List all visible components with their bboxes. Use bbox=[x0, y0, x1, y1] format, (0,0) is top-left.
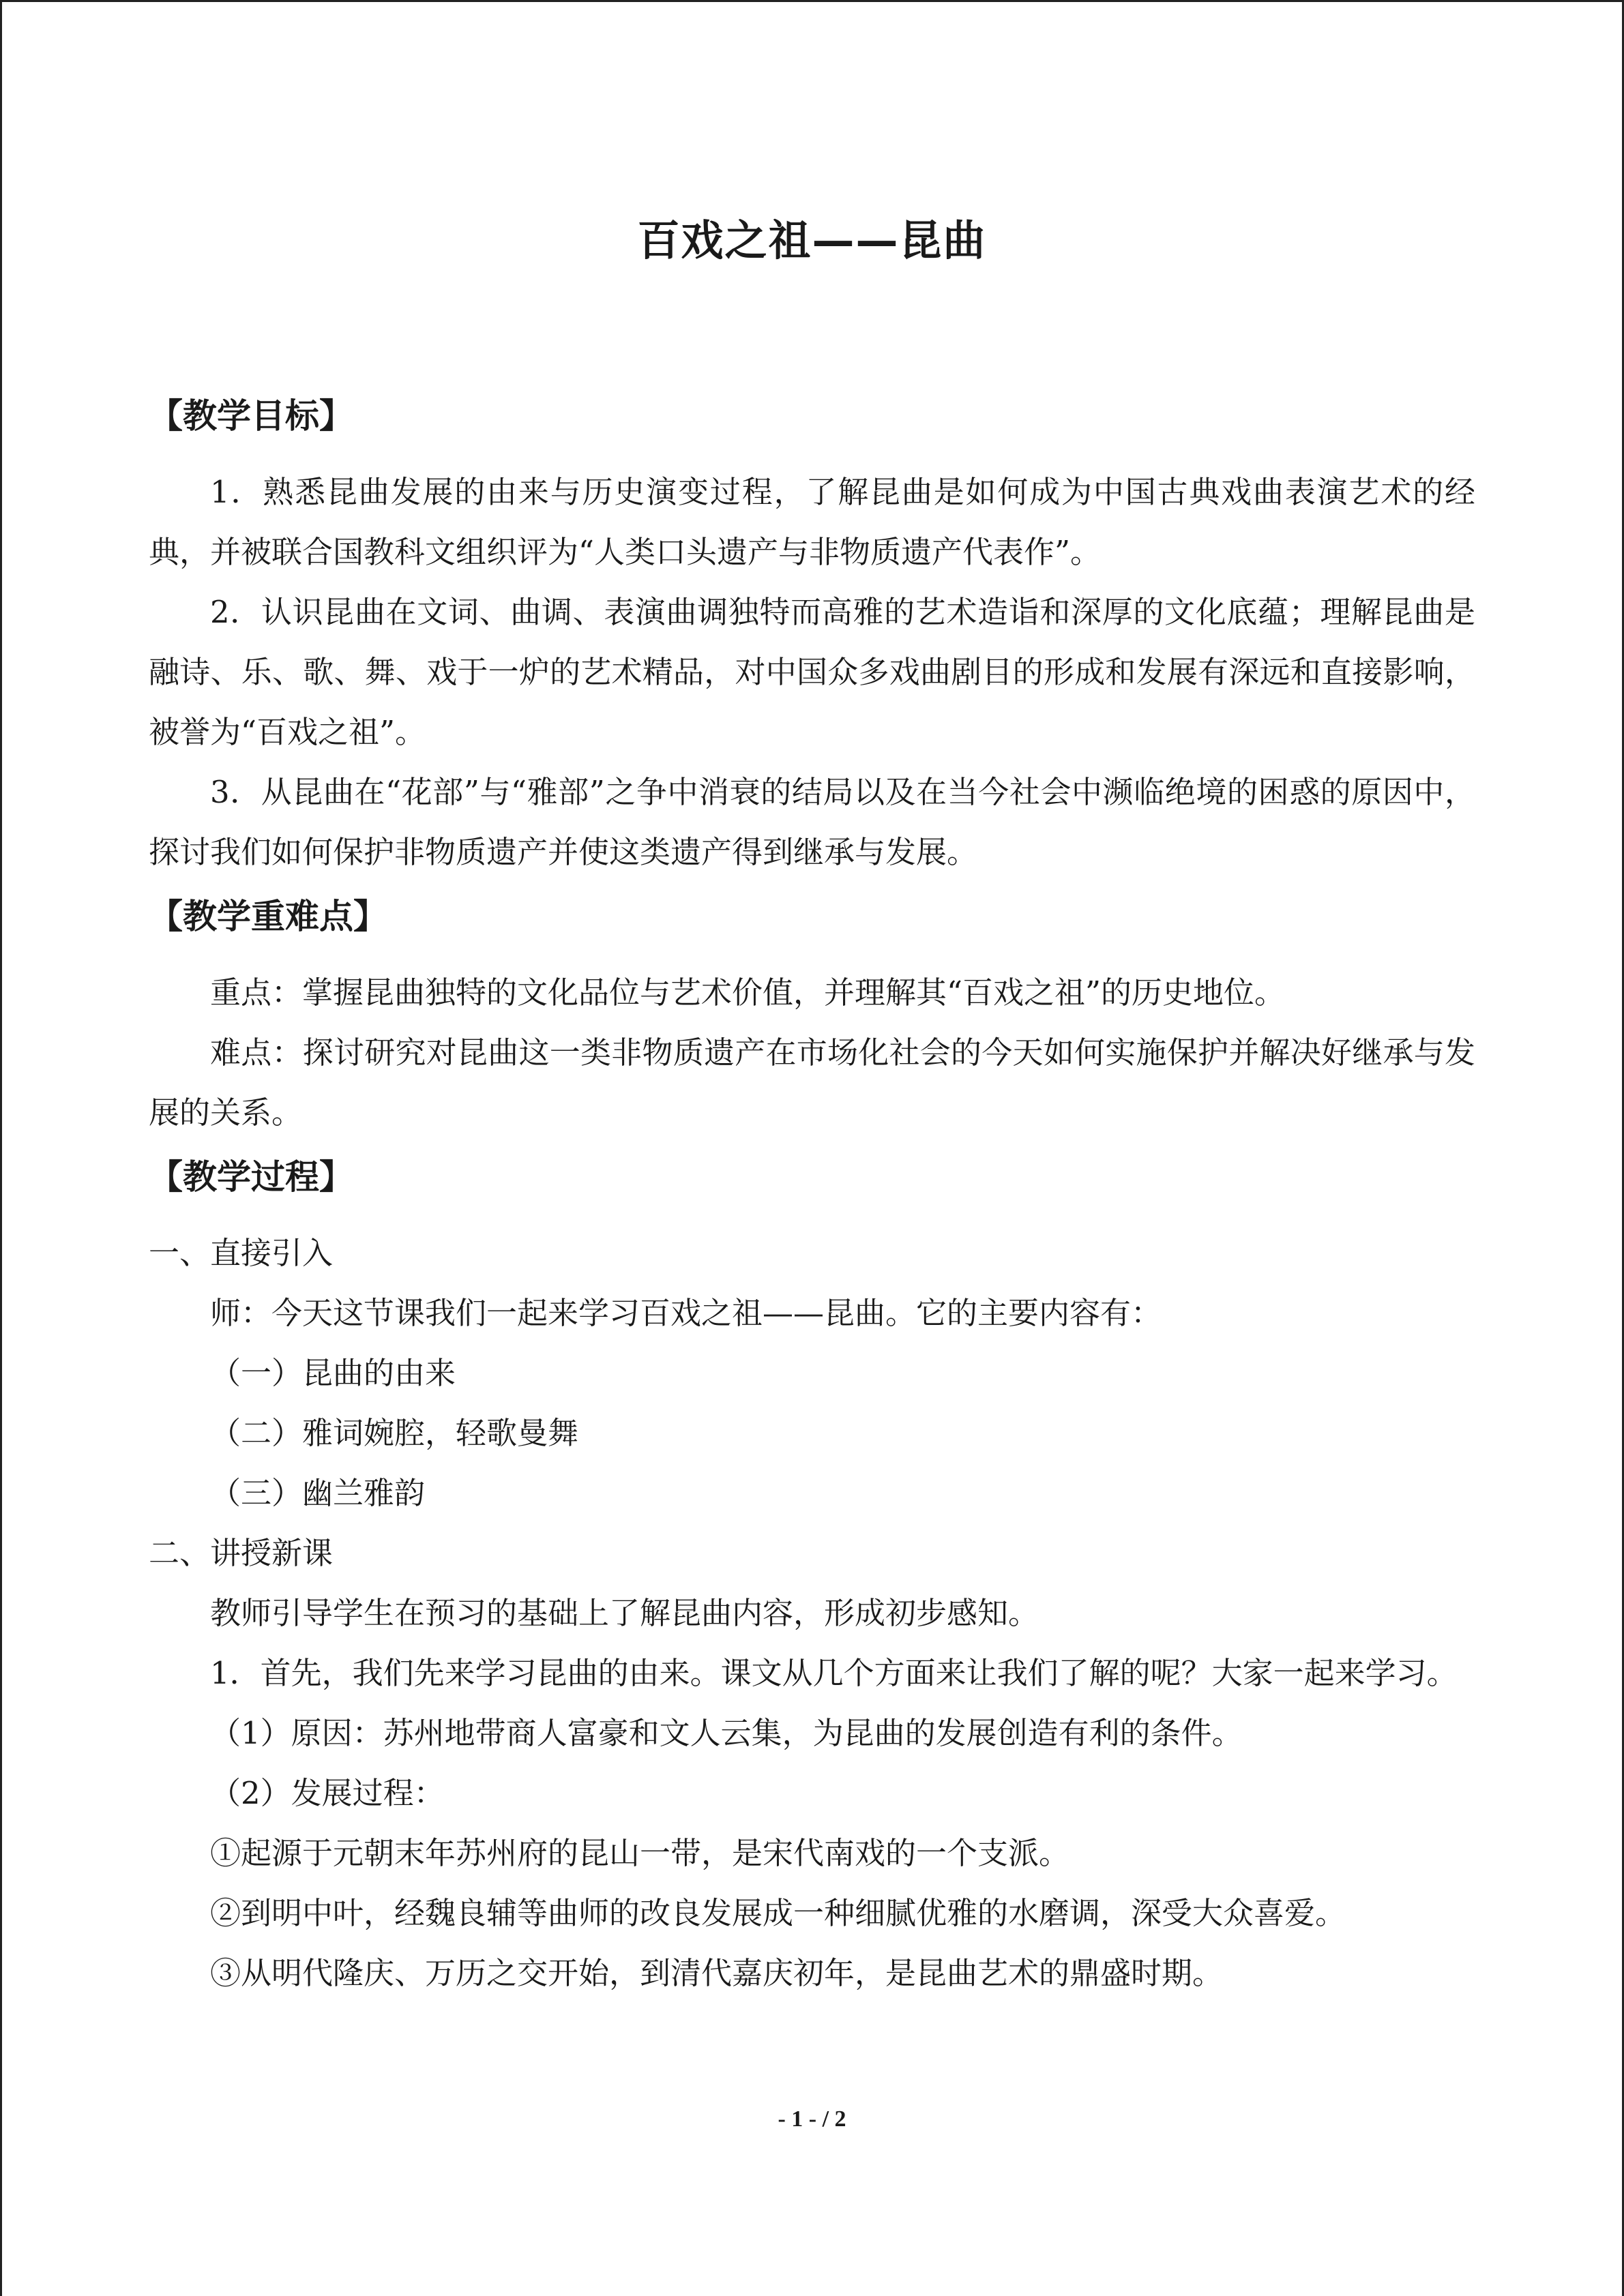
key-point-paragraph: 重点：掌握昆曲独特的文化品位与艺术价值，并理解其“百戏之祖”的历史地位。 bbox=[210, 974, 1286, 1011]
process-intro: 师：今天这节课我们一起来学习百戏之祖——昆曲。它的主要内容有： bbox=[210, 1295, 1162, 1331]
process-development-3: ③从明代隆庆、万历之交开始，到清代嘉庆初年，是昆曲艺术的鼎盛时期。 bbox=[210, 1955, 1224, 1991]
objective-paragraph-2: 2．认识昆曲在文词、曲调、表演曲调独特而高雅的艺术造诣和深厚的文化底蕴；理解昆曲是融诗、乐、歌、舞、戏于一炉的艺术精品，对中国众多戏曲剧目的形成和发展有深远和直接影响，被誉为“百戏之祖”。 bbox=[149, 594, 1475, 750]
difficulty-paragraph: 难点：探讨研究对昆曲这一类非物质遗产在市场化社会的今天如何实施保护并解决好继承与发展的关系。 bbox=[149, 1034, 1475, 1131]
document-title: 百戏之祖——昆曲 bbox=[637, 215, 987, 265]
section-heading-key-points: 【教学重难点】 bbox=[149, 897, 387, 936]
process-step-1: 1．首先，我们先来学习昆曲的由来。课文从几个方面来让我们了解的呢？大家一起来学习。 bbox=[210, 1655, 1458, 1691]
section-heading-objectives: 【教学目标】 bbox=[149, 396, 353, 436]
process-item-3: （三）幽兰雅韵 bbox=[210, 1475, 426, 1511]
process-part2-title: 二、讲授新课 bbox=[149, 1535, 334, 1571]
process-development-2: ②到明中叶，经魏良辅等曲师的改良发展成一种细腻优雅的水磨调，深受大众喜爱。 bbox=[210, 1895, 1346, 1931]
document-body bbox=[149, 382, 1475, 2003]
objective-paragraph-1: 1．熟悉昆曲发展的由来与历史演变过程，了解昆曲是如何成为中国古典戏曲表演艺术的经典，并被联合国教科文组织评为“人类口头遗产与非物质遗产代表作”。 bbox=[149, 474, 1475, 570]
objective-paragraph-3: 3．从昆曲在“花部”与“雅部”之争中消衰的结局以及在当今社会中濒临绝境的困惑的原因中，探讨我们如何保护非物质遗产并使这类遗产得到继承与发展。 bbox=[149, 774, 1475, 870]
process-development-title: （2）发展过程： bbox=[210, 1775, 445, 1811]
process-item-1: （一）昆曲的由来 bbox=[210, 1355, 456, 1391]
process-development-1: ①起源于元朝末年苏州府的昆山一带，是宋代南戏的一个支派。 bbox=[210, 1835, 1070, 1871]
process-part1-title: 一、直接引入 bbox=[149, 1235, 334, 1271]
process-reason: （1）原因：苏州地带商人富豪和文人云集，为昆曲的发展创造有利的条件。 bbox=[210, 1715, 1243, 1751]
section-heading-process: 【教学过程】 bbox=[149, 1157, 353, 1197]
process-guide: 教师引导学生在预习的基础上了解昆曲内容，形成初步感知。 bbox=[210, 1595, 1039, 1631]
page-border-left bbox=[0, 0, 2, 2296]
page-border-top bbox=[0, 0, 1624, 2]
page-number: - 1 - / 2 bbox=[778, 2106, 846, 2132]
process-item-2: （二）雅词婉腔，轻歌曼舞 bbox=[210, 1415, 579, 1451]
